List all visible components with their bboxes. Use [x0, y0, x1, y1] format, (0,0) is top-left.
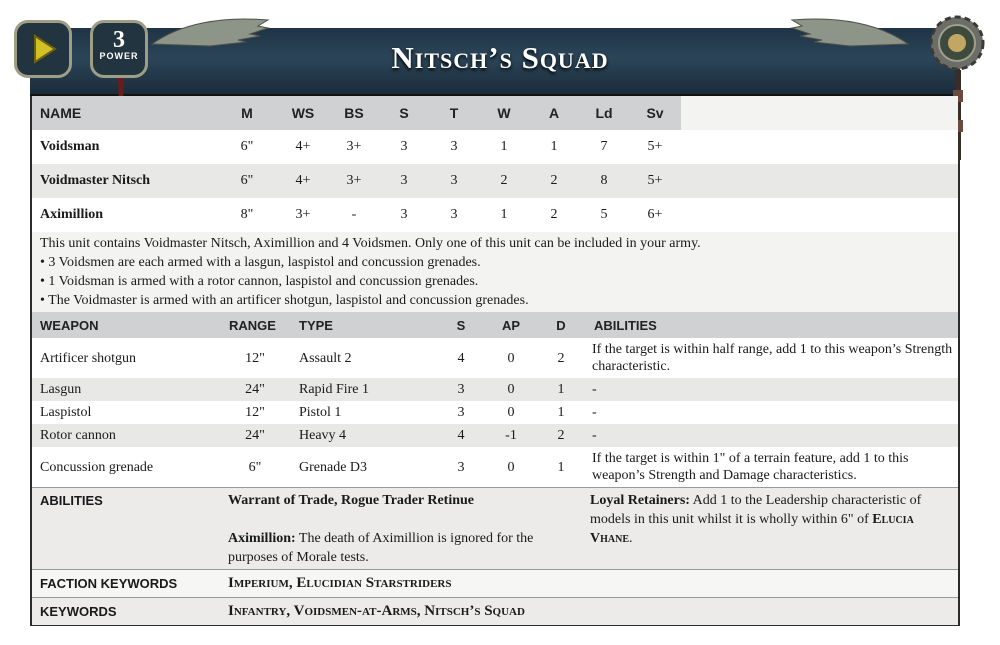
- header-sv: Sv: [629, 96, 681, 130]
- model-ws: 4+: [277, 130, 329, 164]
- model-ld: 8: [579, 164, 629, 198]
- keywords-section: [32, 597, 958, 625]
- model-s: 3: [379, 130, 429, 164]
- weapon-row: [32, 424, 958, 447]
- keywords-label: KEYWORDS: [40, 604, 117, 619]
- weapon-name: Artificer shotgun: [32, 338, 219, 378]
- rule-warrant-of-trade: Warrant of Trade: [228, 493, 335, 508]
- weapon-s: 3: [436, 401, 486, 424]
- weapon-type: Heavy 4: [291, 424, 436, 447]
- aximillion-ability: [228, 529, 578, 567]
- model-bs: 3+: [329, 164, 379, 198]
- weapon-abilities: -: [586, 401, 958, 424]
- header-a: A: [529, 96, 579, 130]
- model-row: [32, 198, 958, 232]
- model-s: 3: [379, 164, 429, 198]
- stats-table: [32, 96, 958, 232]
- row-filler: [681, 130, 958, 164]
- weapon-range: 12": [219, 401, 291, 424]
- weapon-row: [32, 378, 958, 401]
- header-w: W: [479, 96, 529, 130]
- weapon-d: 2: [536, 338, 586, 378]
- model-row: [32, 130, 958, 164]
- header-filler: [681, 96, 958, 130]
- weapon-d: 1: [536, 401, 586, 424]
- weapon-range: 12": [219, 338, 291, 378]
- model-a: 2: [529, 164, 579, 198]
- unit-composition: [40, 234, 940, 310]
- abilities-label: ABILITIES: [40, 493, 103, 508]
- weapon-type: Rapid Fire 1: [291, 378, 436, 401]
- loyal-retainers-ability: [590, 491, 950, 548]
- abilities-rules: [228, 491, 578, 510]
- abilities-section: [32, 487, 958, 569]
- header-d: D: [536, 312, 586, 338]
- model-ld: 7: [579, 130, 629, 164]
- rule-rogue-trader-retinue: Rogue Trader Retinue: [341, 493, 475, 508]
- unit-title: Nitsch’s Squad: [391, 40, 609, 75]
- header-type: TYPE: [291, 312, 436, 338]
- weapon-abilities: -: [586, 378, 958, 401]
- weapon-ap: -1: [486, 424, 536, 447]
- header-ld: Ld: [579, 96, 629, 130]
- faction-keywords-section: [32, 569, 958, 597]
- header-s: S: [379, 96, 429, 130]
- weapon-range: 24": [219, 424, 291, 447]
- model-row: [32, 164, 958, 198]
- weapon-d: 1: [536, 447, 586, 487]
- header-t: T: [429, 96, 479, 130]
- header-ws: WS: [277, 96, 329, 130]
- weapon-ap: 0: [486, 447, 536, 487]
- weapon-d: 1: [536, 378, 586, 401]
- weapon-name: Laspistol: [32, 401, 219, 424]
- header-name: NAME: [32, 96, 217, 130]
- model-sv: 6+: [629, 198, 681, 232]
- row-filler: [681, 164, 958, 198]
- weapon-range: 24": [219, 378, 291, 401]
- model-t: 3: [429, 164, 479, 198]
- weapon-name: Lasgun: [32, 378, 219, 401]
- aximillion-ability-text: The death of Aximillion is ignored for the purposes of Morale tests.: [228, 531, 534, 565]
- aximillion-ability-name: Aximillion:: [228, 531, 296, 546]
- weapon-row: [32, 401, 958, 424]
- model-bs: 3+: [329, 130, 379, 164]
- model-w: 1: [479, 130, 529, 164]
- loyal-retainers-text: Add 1 to the Leadership characteristic of models in this unit whilst it is wholly within 6" of: [590, 493, 922, 527]
- weapon-s: 3: [436, 378, 486, 401]
- weapon-ap: 0: [486, 338, 536, 378]
- loyal-retainers-target: Elucia Vhane: [590, 512, 914, 546]
- weapon-s: 4: [436, 338, 486, 378]
- model-ld: 5: [579, 198, 629, 232]
- weapon-d: 2: [536, 424, 586, 447]
- loyal-retainers-name: Loyal Retainers:: [590, 493, 690, 508]
- power-label: POWER: [99, 51, 139, 61]
- model-sv: 5+: [629, 130, 681, 164]
- header-ap: AP: [486, 312, 536, 338]
- composition-line: • 3 Voidsmen are each armed with a lasgun, laspistol and concussion grenades.: [40, 255, 481, 270]
- header-weapon: WEAPON: [32, 312, 219, 338]
- model-s: 3: [379, 198, 429, 232]
- weapons-header-row: [32, 312, 958, 338]
- model-w: 1: [479, 198, 529, 232]
- weapon-range: 6": [219, 447, 291, 487]
- composition-line: • The Voidmaster is armed with an artificer shotgun, laspistol and concussion grenades.: [40, 293, 529, 308]
- weapon-abilities: -: [586, 424, 958, 447]
- model-sv: 5+: [629, 164, 681, 198]
- model-a: 1: [529, 130, 579, 164]
- model-name: Aximillion: [32, 198, 217, 232]
- weapon-ap: 0: [486, 401, 536, 424]
- header-m: M: [217, 96, 277, 130]
- row-filler: [681, 198, 958, 232]
- loyal-retainers-end: .: [629, 531, 633, 546]
- power-value: 3: [113, 27, 125, 53]
- weapon-s: 4: [436, 424, 486, 447]
- header-bs: BS: [329, 96, 379, 130]
- model-m: 8": [217, 198, 277, 232]
- weapons-table: [32, 312, 958, 487]
- weapon-name: Rotor cannon: [32, 424, 219, 447]
- keywords-value: Infantry, Voidsmen-at-Arms, Nitsch’s Squad: [228, 603, 525, 619]
- model-name: Voidmaster Nitsch: [32, 164, 217, 198]
- model-ws: 4+: [277, 164, 329, 198]
- weapon-ap: 0: [486, 378, 536, 401]
- faction-keywords-value: Imperium, Elucidian Starstriders: [228, 575, 452, 591]
- weapon-name: Concussion grenade: [32, 447, 219, 487]
- rule-separator: ,: [334, 493, 342, 508]
- model-m: 6": [217, 164, 277, 198]
- stats-header-row: [32, 96, 958, 130]
- weapon-type: Pistol 1: [291, 401, 436, 424]
- composition-line: • 1 Voidsman is armed with a rotor cannon, laspistol and concussion grenades.: [40, 274, 479, 289]
- model-a: 2: [529, 198, 579, 232]
- header-range: RANGE: [219, 312, 291, 338]
- composition-line: This unit contains Voidmaster Nitsch, Aximillion and 4 Voidsmen. Only one of this unit can be included in your army.: [40, 236, 701, 251]
- weapon-row: [32, 338, 958, 378]
- model-name: Voidsman: [32, 130, 217, 164]
- weapon-row: [32, 447, 958, 487]
- weapon-type: Grenade D3: [291, 447, 436, 487]
- weapon-s: 3: [436, 447, 486, 487]
- model-t: 3: [429, 198, 479, 232]
- weapon-type: Assault 2: [291, 338, 436, 378]
- model-bs: -: [329, 198, 379, 232]
- model-m: 6": [217, 130, 277, 164]
- model-w: 2: [479, 164, 529, 198]
- faction-keywords-label: FACTION KEYWORDS: [40, 576, 178, 591]
- weapon-abilities: If the target is within 1" of a terrain feature, add 1 to this weapon’s Strength and Damage characteristics.: [586, 447, 958, 487]
- model-ws: 3+: [277, 198, 329, 232]
- header-abilities: ABILITIES: [586, 312, 958, 338]
- model-t: 3: [429, 130, 479, 164]
- weapon-abilities: If the target is within half range, add 1 to this weapon’s Strength characteristic.: [586, 338, 958, 378]
- header-s: S: [436, 312, 486, 338]
